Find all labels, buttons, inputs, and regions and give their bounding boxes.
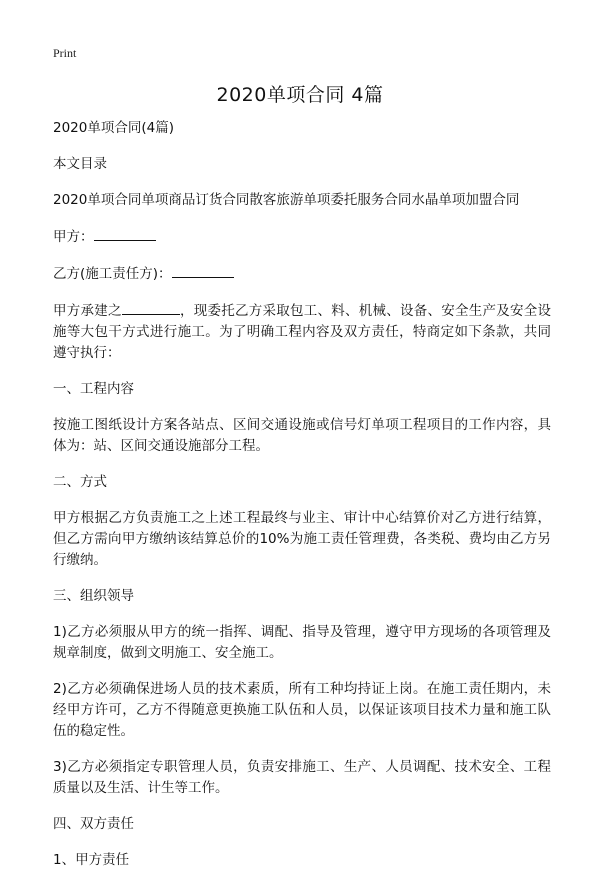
document-subtitle: 2020单项合同(4篇)	[53, 120, 174, 136]
document-body	[53, 118, 551, 886]
intro-paragraph	[53, 300, 551, 364]
section-1-heading: 一、工程内容	[53, 381, 134, 397]
project-name-blank	[122, 300, 180, 315]
party-a-line	[53, 226, 551, 248]
intro-text-b: ，现委托乙方采取包工、料、机械、设备、安全生产及安全设施等大包干方式进行施工。为了明确工程内容及双方责任，特商定如下条款，共同遵守执行：	[53, 303, 551, 361]
section-2-heading: 二、方式	[53, 474, 107, 490]
print-label: Print	[53, 46, 77, 60]
section-2-text: 甲方根据乙方负责施工之上述工程最终与业主、审计中心结算价对乙方进行结算，但乙方需向甲方缴纳该结算总价的10%为施工责任管理费，各类税、费均由乙方另行缴纳。	[53, 510, 551, 568]
document-title: 2020单项合同 4篇	[216, 84, 384, 106]
section-3-item-1: 1)乙方必须服从甲方的统一指挥、调配、指导及管理，遵守甲方现场的各项管理及规章制度，做到文明施工、安全施工。	[53, 624, 551, 661]
party-b-blank	[172, 263, 234, 278]
section-3-item-2: 2)乙方必须确保进场人员的技术素质，所有工种均持证上岗。在施工责任期内，未经甲方许可，乙方不得随意更换施工队伍和人员，以保证该项目技术力量和施工队伍的稳定性。	[53, 681, 551, 739]
toc-line: 2020单项合同单项商品订货合同散客旅游单项委托服务合同水晶单项加盟合同	[53, 192, 520, 208]
section-3-item-3: 3)乙方必须指定专职管理人员，负责安排施工、生产、人员调配、技术安全、工程质量以及生活、计生等工作。	[53, 759, 551, 796]
section-4-subheading-1: 1、甲方责任	[53, 852, 130, 868]
toc-heading: 本文目录	[53, 156, 107, 172]
section-4-heading: 四、双方责任	[53, 816, 134, 832]
intro-text-a: 甲方承建之	[53, 303, 122, 319]
party-b-label: 乙方(施工责任方)：	[53, 266, 172, 282]
section-1-text: 按施工图纸设计方案各站点、区间交通设施或信号灯单项工程项目的工作内容，具体为：站、区间交通设施部分工程。	[53, 417, 551, 454]
section-3-heading: 三、组织领导	[53, 588, 134, 604]
party-b-line	[53, 263, 551, 285]
party-a-blank	[94, 226, 156, 241]
party-a-label: 甲方：	[53, 229, 94, 245]
